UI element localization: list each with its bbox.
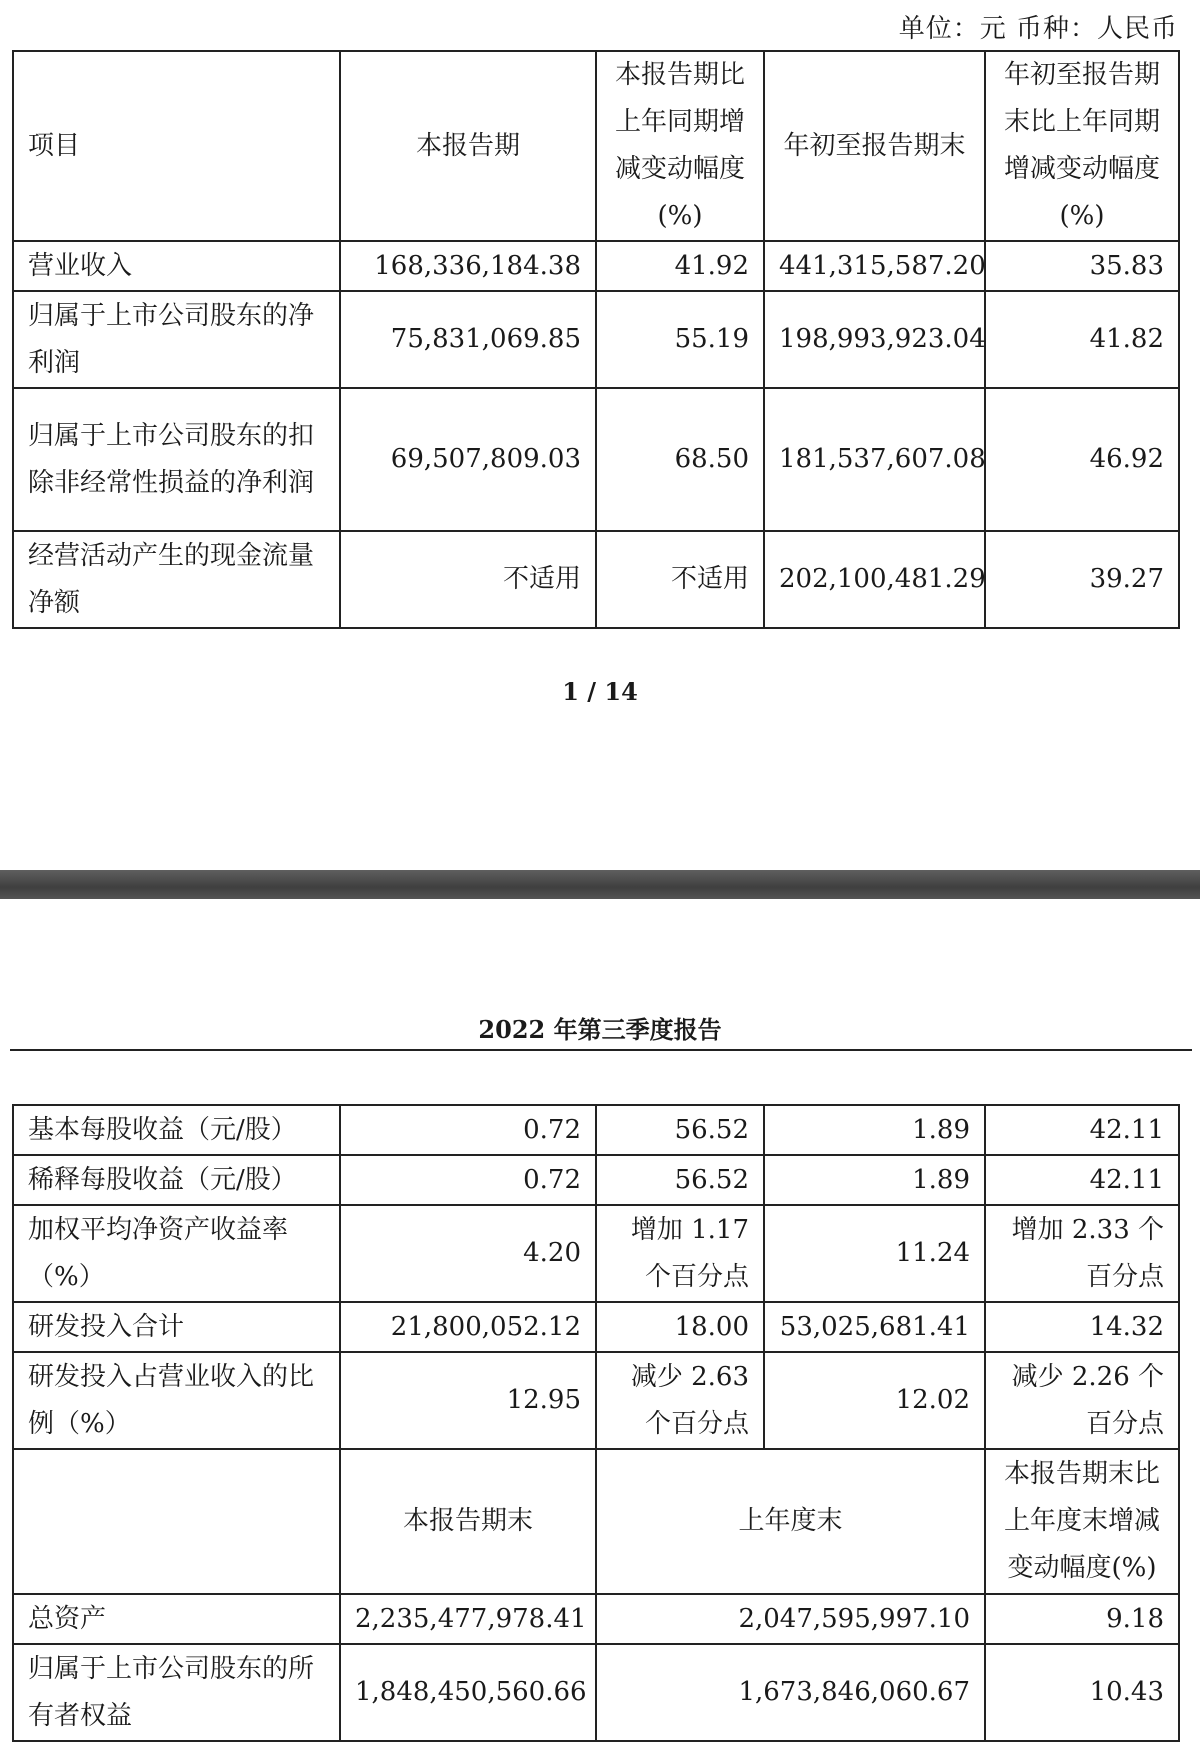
row-label: 营业收入: [13, 241, 340, 291]
cell-value: 39.27: [985, 531, 1179, 628]
table-row: [13, 1155, 1179, 1205]
cell-value: 202,100,481.29: [764, 531, 985, 628]
page-number: 1 / 14: [562, 677, 638, 706]
table-subheader-row: [13, 1449, 1179, 1594]
table-row: [13, 1594, 1179, 1644]
header-ytd-change: 年初至报告期末比上年同期增减变动幅度(%): [985, 51, 1179, 241]
cell-value: 增加 2.33 个百分点: [985, 1205, 1179, 1302]
cell-value: 14.32: [985, 1302, 1179, 1352]
table-row: [13, 1302, 1179, 1352]
cell-value: 4.20: [340, 1205, 596, 1302]
row-label: 总资产: [13, 1594, 340, 1644]
row-label: 归属于上市公司股东的所有者权益: [13, 1644, 340, 1741]
cell-value: 1.89: [764, 1155, 985, 1205]
row-label: 归属于上市公司股东的净利润: [13, 291, 340, 388]
cell-value: 168,336,184.38: [340, 241, 596, 291]
title-underline: [10, 1049, 1192, 1051]
cell-value: 69,507,809.03: [340, 388, 596, 531]
financial-table-top: [12, 50, 1180, 629]
cell-value: 55.19: [596, 291, 764, 388]
table-row: [13, 1352, 1179, 1449]
cell-value: 12.02: [764, 1352, 985, 1449]
cell-value: 56.52: [596, 1155, 764, 1205]
cell-value: 68.50: [596, 388, 764, 531]
header-current-change: 本报告期比上年同期增减变动幅度(%): [596, 51, 764, 241]
header-item: 项目: [13, 51, 340, 241]
cell-value: 42.11: [985, 1105, 1179, 1155]
report-title: 2022 年第三季度报告: [478, 1015, 722, 1044]
row-label: 基本每股收益（元/股）: [13, 1105, 340, 1155]
cell-value: 1,673,846,060.67: [596, 1644, 985, 1741]
cell-value: 2,047,595,997.10: [596, 1594, 985, 1644]
table-row: [13, 531, 1179, 628]
header-ytd: 年初至报告期末: [764, 51, 985, 241]
cell-value: 41.92: [596, 241, 764, 291]
cell-value: 56.52: [596, 1105, 764, 1155]
cell-value: 441,315,587.20: [764, 241, 985, 291]
cell-value: 75,831,069.85: [340, 291, 596, 388]
cell-value: 18.00: [596, 1302, 764, 1352]
cell-value: 0.72: [340, 1105, 596, 1155]
table-row: [13, 388, 1179, 531]
cell-value: 12.95: [340, 1352, 596, 1449]
cell-value: 1.89: [764, 1105, 985, 1155]
cell-value: 1,848,450,560.66: [340, 1644, 596, 1741]
table-header-row: [13, 51, 1179, 241]
row-label: 研发投入合计: [13, 1302, 340, 1352]
cell-value: 2,235,477,978.41: [340, 1594, 596, 1644]
unit-currency-label: 单位：元 币种：人民币: [898, 14, 1178, 44]
subheader-period-end: 本报告期末: [340, 1449, 596, 1594]
subheader-last-year-end: 上年度末: [596, 1449, 985, 1594]
table-row: [13, 1105, 1179, 1155]
table-row: [13, 291, 1179, 388]
cell-value: 10.43: [985, 1644, 1179, 1741]
row-label: 经营活动产生的现金流量净额: [13, 531, 340, 628]
row-label: 归属于上市公司股东的扣除非经常性损益的净利润: [13, 388, 340, 531]
cell-value: 42.11: [985, 1155, 1179, 1205]
cell-value: 35.83: [985, 241, 1179, 291]
cell-value: 46.92: [985, 388, 1179, 531]
row-label: 稀释每股收益（元/股）: [13, 1155, 340, 1205]
cell-value: 9.18: [985, 1594, 1179, 1644]
cell-value: 181,537,607.08: [764, 388, 985, 531]
cell-value: 11.24: [764, 1205, 985, 1302]
cell-value: 21,800,052.12: [340, 1302, 596, 1352]
cell-value: 减少 2.63 个百分点: [596, 1352, 764, 1449]
financial-table-bottom: [12, 1104, 1180, 1742]
page-separator: [0, 870, 1200, 899]
cell-value: 198,993,923.04: [764, 291, 985, 388]
row-label: 加权平均净资产收益率（%）: [13, 1205, 340, 1302]
row-label: 研发投入占营业收入的比例（%）: [13, 1352, 340, 1449]
subheader-change: 本报告期末比上年度末增减变动幅度(%): [985, 1449, 1179, 1594]
cell-value: 增加 1.17 个百分点: [596, 1205, 764, 1302]
header-current-period: 本报告期: [340, 51, 596, 241]
table-row: [13, 1644, 1179, 1741]
cell-value: 53,025,681.41: [764, 1302, 985, 1352]
cell-value: 不适用: [596, 531, 764, 628]
table-row: [13, 1205, 1179, 1302]
cell-value: 不适用: [340, 531, 596, 628]
cell-value: 41.82: [985, 291, 1179, 388]
cell-value: 减少 2.26 个百分点: [985, 1352, 1179, 1449]
cell-value: 0.72: [340, 1155, 596, 1205]
subheader-blank: [13, 1449, 340, 1594]
table-row: [13, 241, 1179, 291]
